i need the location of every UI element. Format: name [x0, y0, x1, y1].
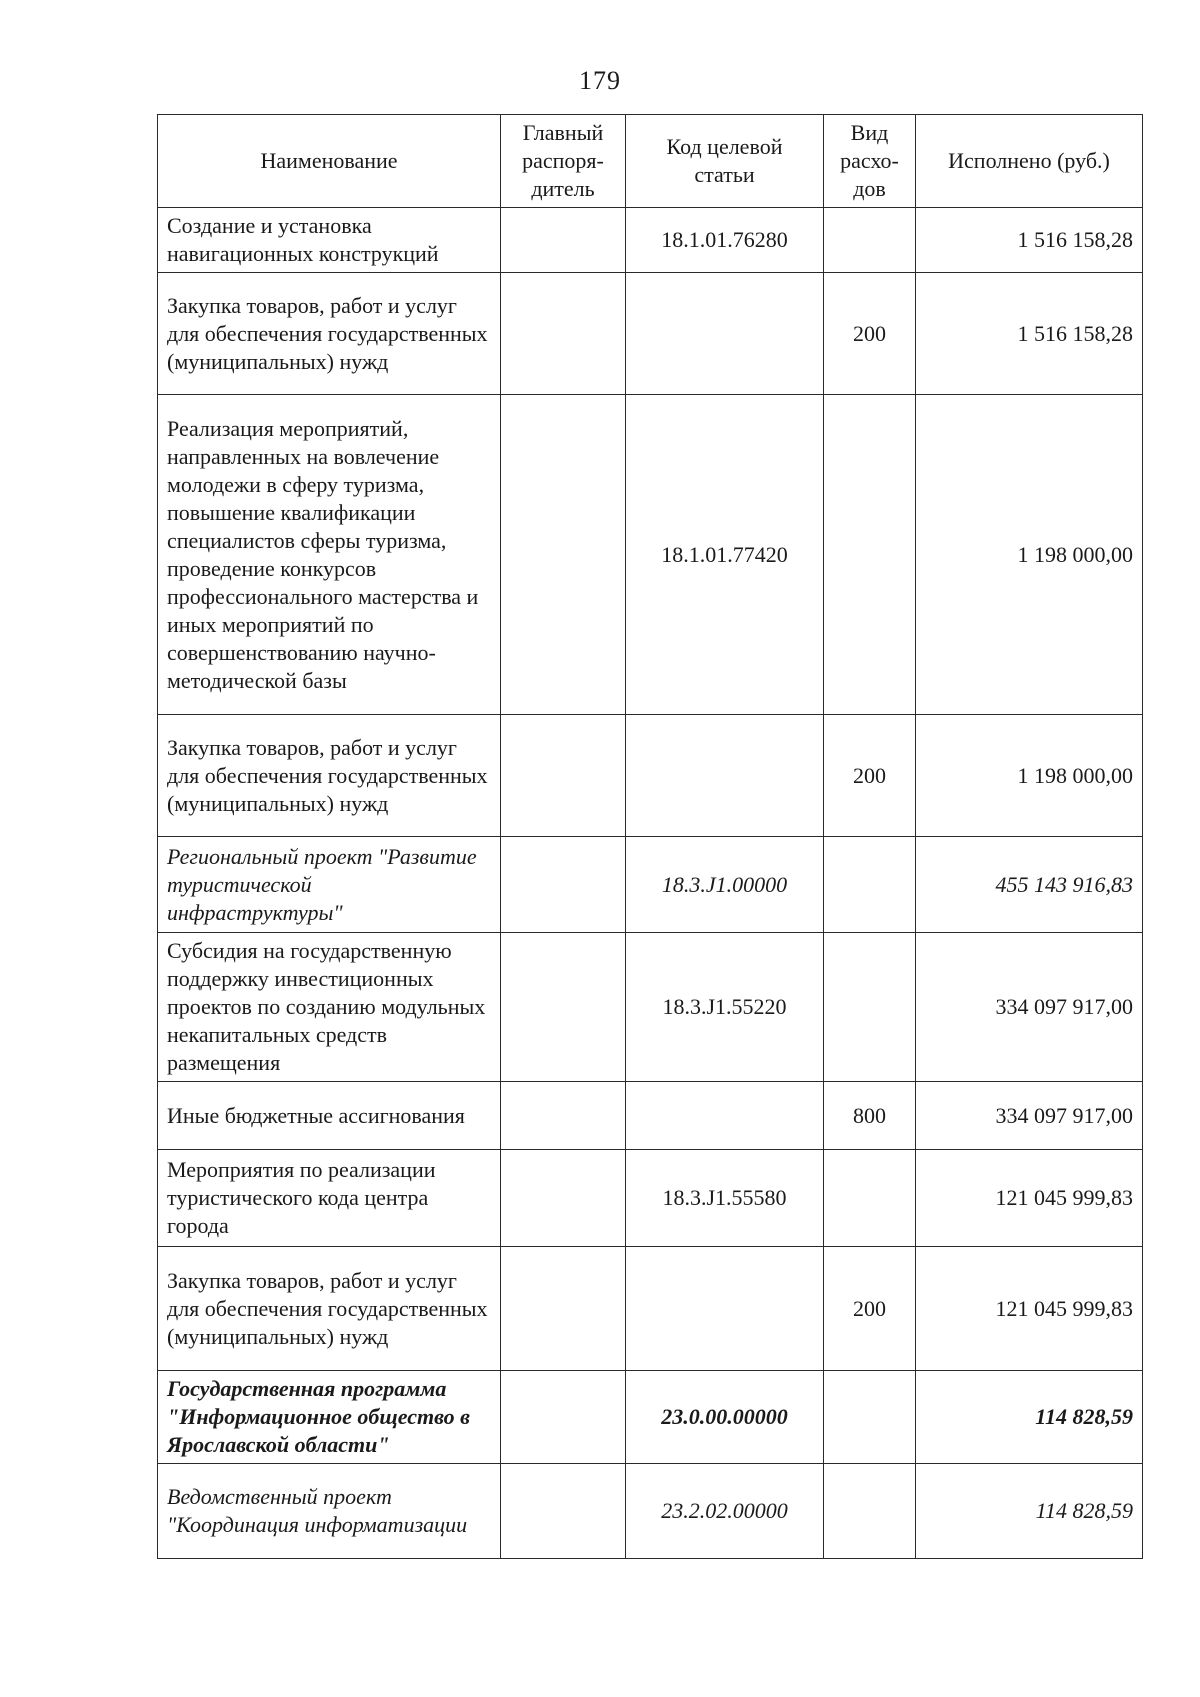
- header-row: [158, 115, 1143, 208]
- cell-main-manager: [501, 208, 626, 273]
- cell-main-manager: [501, 715, 626, 837]
- table-row: [158, 208, 1143, 273]
- header-name: Наименование: [158, 115, 501, 208]
- table-row: [158, 837, 1143, 933]
- cell-main-manager: [501, 1082, 626, 1150]
- cell-expense-type: [824, 395, 916, 715]
- cell-main-manager: [501, 395, 626, 715]
- table-header: [158, 115, 1143, 208]
- cell-executed: 114 828,59: [916, 1464, 1143, 1559]
- cell-name: Государственная программа "Информационное общество в Ярославской области": [158, 1371, 501, 1464]
- cell-target-code: [626, 1247, 824, 1371]
- table-row: [158, 933, 1143, 1082]
- cell-executed: 455 143 916,83: [916, 837, 1143, 933]
- cell-name: Мероприятия по реализации туристического кода центра города: [158, 1150, 501, 1247]
- cell-executed: 1 516 158,28: [916, 273, 1143, 395]
- cell-executed: 1 198 000,00: [916, 395, 1143, 715]
- header-target-code: Код целевой статьи: [626, 115, 824, 208]
- cell-expense-type: [824, 933, 916, 1082]
- table-body: [158, 208, 1143, 1559]
- table-row: [158, 1464, 1143, 1559]
- cell-main-manager: [501, 273, 626, 395]
- cell-main-manager: [501, 1371, 626, 1464]
- budget-execution-table: [157, 114, 1143, 1559]
- page-number: 179: [579, 66, 621, 95]
- cell-expense-type: [824, 208, 916, 273]
- cell-executed: 334 097 917,00: [916, 1082, 1143, 1150]
- cell-main-manager: [501, 1150, 626, 1247]
- cell-name: Региональный проект "Развитие туристической инфраструктуры": [158, 837, 501, 933]
- cell-name: Закупка товаров, работ и услуг для обеспечения государственных (муниципальных) нужд: [158, 1247, 501, 1371]
- cell-executed: 1 198 000,00: [916, 715, 1143, 837]
- cell-target-code: 18.1.01.76280: [626, 208, 824, 273]
- cell-name: Закупка товаров, работ и услуг для обеспечения государственных (муниципальных) нужд: [158, 715, 501, 837]
- cell-target-code: 23.2.02.00000: [626, 1464, 824, 1559]
- cell-target-code: [626, 1082, 824, 1150]
- table-row: [158, 1150, 1143, 1247]
- cell-expense-type: [824, 1371, 916, 1464]
- cell-expense-type: [824, 837, 916, 933]
- header-expense-type: Вид расхо-дов: [824, 115, 916, 208]
- cell-executed: 1 516 158,28: [916, 208, 1143, 273]
- cell-executed: 121 045 999,83: [916, 1247, 1143, 1371]
- cell-target-code: 18.3.J1.55580: [626, 1150, 824, 1247]
- cell-name: Реализация мероприятий, направленных на вовлечение молодежи в сферу туризма, повышение квалификации специалистов сферы туризма, проведение конкурсов профессионального мастерства и иных мероприятий по совершенствованию научно-методической базы: [158, 395, 501, 715]
- header-main-manager: Главный распоря-дитель: [501, 115, 626, 208]
- cell-executed: 334 097 917,00: [916, 933, 1143, 1082]
- cell-executed: 121 045 999,83: [916, 1150, 1143, 1247]
- cell-name: Иные бюджетные ассигнования: [158, 1082, 501, 1150]
- cell-target-code: 18.1.01.77420: [626, 395, 824, 715]
- cell-name: Субсидия на государственную поддержку инвестиционных проектов по созданию модульных некапитальных средств размещения: [158, 933, 501, 1082]
- cell-name: Создание и установка навигационных конструкций: [158, 208, 501, 273]
- cell-expense-type: [824, 1150, 916, 1247]
- table-row: [158, 273, 1143, 395]
- cell-main-manager: [501, 837, 626, 933]
- cell-executed: 114 828,59: [916, 1371, 1143, 1464]
- cell-main-manager: [501, 933, 626, 1082]
- cell-main-manager: [501, 1464, 626, 1559]
- cell-target-code: [626, 273, 824, 395]
- cell-target-code: 18.3.J1.00000: [626, 837, 824, 933]
- table-row: [158, 1371, 1143, 1464]
- cell-expense-type: 200: [824, 1247, 916, 1371]
- cell-target-code: [626, 715, 824, 837]
- cell-main-manager: [501, 1247, 626, 1371]
- cell-expense-type: 200: [824, 715, 916, 837]
- cell-expense-type: 800: [824, 1082, 916, 1150]
- table-row: [158, 395, 1143, 715]
- cell-expense-type: [824, 1464, 916, 1559]
- table-row: [158, 1082, 1143, 1150]
- table-row: [158, 715, 1143, 837]
- cell-name: Закупка товаров, работ и услуг для обеспечения государственных (муниципальных) нужд: [158, 273, 501, 395]
- cell-expense-type: 200: [824, 273, 916, 395]
- cell-target-code: 18.3.J1.55220: [626, 933, 824, 1082]
- cell-name: Ведомственный проект "Координация информатизации: [158, 1464, 501, 1559]
- table-row: [158, 1247, 1143, 1371]
- header-executed: Исполнено (руб.): [916, 115, 1143, 208]
- cell-target-code: 23.0.00.00000: [626, 1371, 824, 1464]
